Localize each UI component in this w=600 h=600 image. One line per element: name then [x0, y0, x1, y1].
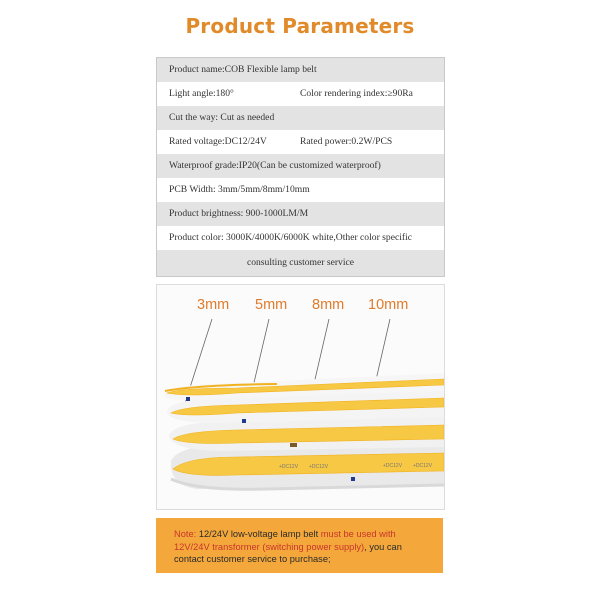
- note-text-part3: , you can contact customer service to purchase;: [174, 541, 402, 564]
- note-prefix: Note:: [174, 529, 199, 539]
- strip-8mm-pad: [290, 443, 297, 447]
- param-consulting: consulting customer service: [246, 257, 355, 268]
- parameters-table: [156, 57, 445, 277]
- param-row-consulting: [157, 250, 444, 276]
- size-label-10mm: 10mm: [368, 297, 409, 313]
- strip-marking: +DC12V: [413, 463, 433, 469]
- param-waterproof: Waterproof grade:IP20(Can be customized waterproof): [169, 160, 381, 171]
- strip-3mm-pad: [186, 397, 190, 401]
- param-product-name: Product name:COB Flexible lamp belt: [169, 64, 317, 75]
- param-row-cut: [157, 106, 444, 130]
- size-label-5mm: 5mm: [255, 297, 288, 313]
- size-label-3mm: 3mm: [197, 297, 230, 313]
- param-rated-power: Rated power:0.2W/PCS: [300, 136, 393, 147]
- strip-10mm-pad: [351, 477, 355, 481]
- product-photo: [156, 284, 445, 510]
- strip-marking: +DC12V: [383, 463, 403, 469]
- param-row-light-angle: [157, 82, 444, 106]
- param-row-waterproof: [157, 154, 444, 178]
- note-text-part2: must be used with 12V/24V transformer (switching power supply): [174, 529, 396, 552]
- param-row-color: [157, 226, 444, 250]
- param-row-product-name: [157, 58, 444, 82]
- param-row-pcb-width: [157, 178, 444, 202]
- strip-marking: +DC12V: [279, 464, 299, 470]
- param-cut-way: Cut the way: Cut as needed: [169, 112, 275, 123]
- param-brightness: Product brightness: 900-1000LM/M: [169, 208, 309, 219]
- size-label-8mm: 8mm: [312, 297, 345, 313]
- strip-marking: +DC12V: [309, 464, 329, 470]
- page-title: Product Parameters: [185, 14, 415, 38]
- led-strip-illustration: [157, 285, 444, 509]
- param-row-brightness: [157, 202, 444, 226]
- param-pcb-width: PCB Width: 3mm/5mm/8mm/10mm: [169, 184, 310, 195]
- note-box: [156, 518, 443, 573]
- param-product-color: Product color: 3000K/4000K/6000K white,Other color specific: [169, 232, 412, 243]
- param-light-angle: Light angle:180°: [169, 88, 234, 99]
- note-text-part1: 12/24V low-voltage lamp belt: [198, 529, 321, 539]
- param-rated-voltage: Rated voltage:DC12/24V: [169, 136, 267, 147]
- strip-5mm-pad: [242, 419, 246, 423]
- param-color-rendering: Color rendering index:≥90Ra: [300, 88, 413, 99]
- param-row-voltage: [157, 130, 444, 154]
